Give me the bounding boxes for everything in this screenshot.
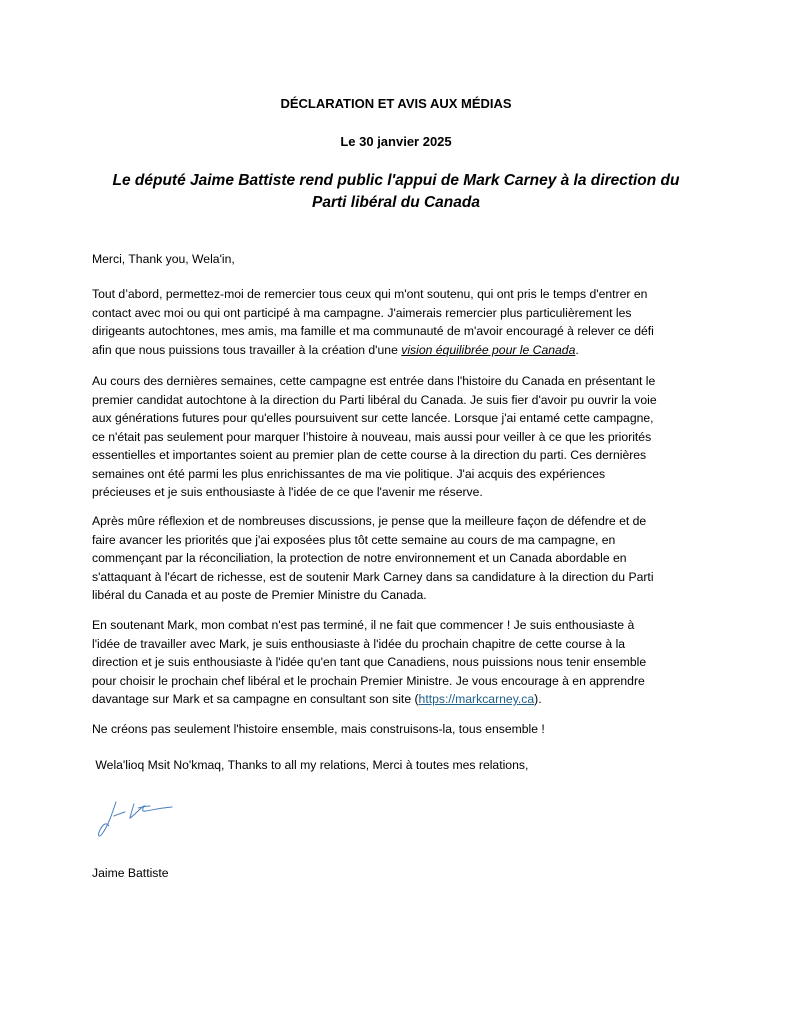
paragraph-line: ce n'était pas seulement pour marquer l’histoire à nouveau, mais aussi pour veiller à ce que les priorités [92, 429, 652, 444]
paragraph-line: précieuses et je suis enthousiaste à l'idée de ce que l'avenir me réserve. [92, 485, 483, 499]
paragraph-line: En soutenant Mark, mon combat n'est pas terminé, il ne fait que commencer ! Je suis enthousiaste à [92, 618, 635, 632]
paragraph-4 [92, 616, 712, 709]
paragraph-line: libéral du Canada et au poste de Premier Ministre du Canada. [92, 588, 427, 602]
website-link[interactable]: https://markcarney.ca [418, 692, 535, 706]
signatory-name: Jaime Battiste [92, 866, 169, 880]
paragraph-5: Ne créons pas seulement l'histoire ensemble, mais construisons-la, tous ensemble ! [92, 722, 545, 736]
greeting: Merci, Thank you, Wela'in, [92, 252, 235, 266]
document-heading: DÉCLARATION ET AVIS AUX MÉDIAS [280, 96, 512, 111]
title-line-2: Parti libéral du Canada [312, 194, 480, 211]
release-date: Le 30 janvier 2025 [340, 134, 452, 149]
paragraph-2 [92, 372, 712, 502]
paragraph-line [92, 690, 712, 709]
paragraph-3 [92, 512, 712, 605]
paragraph-line: l'idée de travailler avec Mark, je suis enthousiaste à l'idée du prochain chapitre de cette course à la [92, 636, 626, 651]
paragraph-line: aux générations futures pour qu'elles poursuivent sur cette lancée. Lorsque j'ai entamé cette campagne, [92, 411, 654, 425]
paragraph-line: pour choisir le prochain chef libéral et le prochain Premier Ministre. Je vous encourage à en apprendre [92, 673, 645, 688]
paragraph-line: Tout d’abord, permettez-moi de remercier tous ceux qui m'ont soutenu, qui ont pris le temps d'entrer en [92, 287, 648, 301]
paragraph-text: afin que nous puissions tous travailler à la création d'une [92, 342, 402, 357]
paragraph-text: davantage sur Mark et sa campagne en consultant son site ( [92, 692, 419, 706]
paragraph-1 [92, 285, 712, 359]
document-title [0, 170, 792, 214]
paragraph-text: ). [534, 692, 542, 706]
title-line-1: Le député Jaime Battiste rend public l'appui de Mark Carney à la direction du [112, 172, 680, 189]
signature-image [94, 796, 184, 844]
paragraph-text: . [575, 342, 579, 357]
paragraph-line: Au cours des dernières semaines, cette campagne est entrée dans l'histoire du Canada en présentant le [92, 374, 656, 388]
vision-emphasis: vision équilibrée pour le Canada [401, 342, 576, 357]
paragraph-line [92, 341, 712, 360]
paragraph-line: essentielles et importantes soient au premier plan de cette course à la direction du parti. Ces dernières [92, 448, 647, 462]
paragraph-line: dirigeants autochtones, mes amis, ma famille et ma communauté de m'avoir encouragé à relever ce défi [92, 324, 654, 338]
paragraph-line: premier candidat autochtone à la direction du Parti libéral du Canada. Je suis fier d'avoir pu ouvrir la voie [92, 392, 657, 407]
paragraph-line: Après mûre réflexion et de nombreuses discussions, je pense que la meilleure façon de défendre et de [92, 514, 647, 528]
closing-line: Wela'lioq Msit No'kmaq, Thanks to all my relations, Merci à toutes mes relations, [92, 758, 529, 772]
paragraph-line: s'attaquant à l'écart de richesse, est de soutenir Mark Carney dans sa candidature à la direction du Parti [92, 569, 654, 584]
paragraph-line: faire avancer les priorités que j'ai exposées plus tôt cette semaine au cours de ma campagne, en [92, 532, 616, 547]
paragraph-line: semaines ont été parmi les plus enrichissantes de ma vie politique. J'ai acquis des expériences [92, 466, 606, 481]
paragraph-line: commençant par la réconciliation, la protection de notre environnement et un Canada abordable en [92, 551, 627, 565]
paragraph-line: direction et je suis enthousiaste à l'idée qu'en tant que Canadiens, nous puissions nous tenir ensemble [92, 655, 647, 669]
paragraph-line: contact avec moi ou qui ont participé à ma campagne. J'aimerais remercier plus particulièrement les [92, 305, 632, 320]
